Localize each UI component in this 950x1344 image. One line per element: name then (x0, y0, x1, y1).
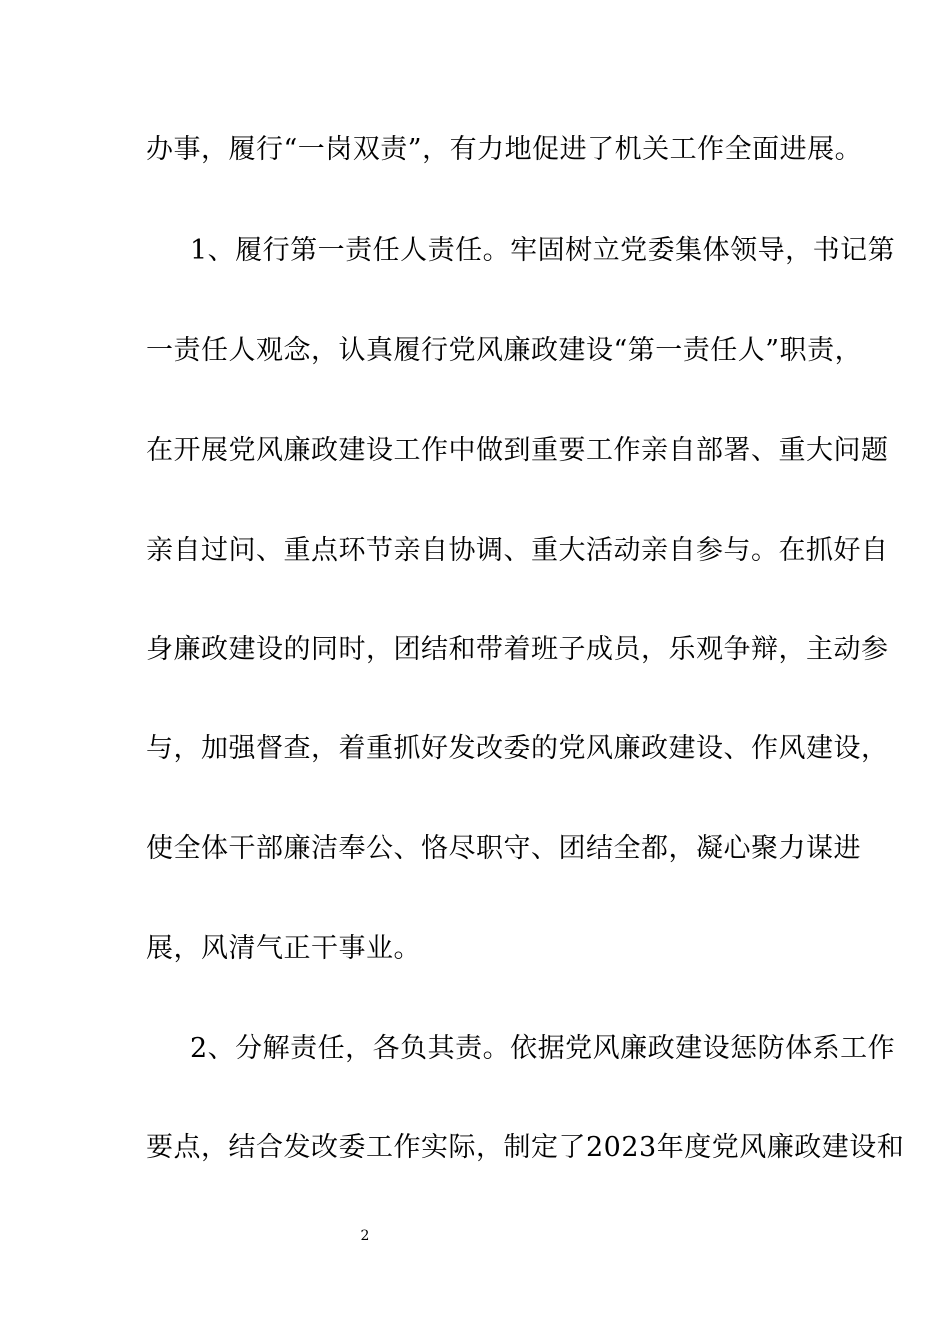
text-line: 与，加强督查，着重抓好发改委的党风廉政建设、作风建设， (146, 733, 889, 764)
text-line: 展，风清气正干事业。 (146, 933, 421, 964)
text-line: 办事，履行“一岗双责”，有力地促进了机关工作全面进展。 (146, 134, 863, 165)
text-line: 要点，结合发改委工作实际，制定了2023年度党风廉政建设和 (146, 1132, 905, 1163)
text-line: 亲自过问、重点环节亲自协调、重大活动亲自参与。在抓好自 (146, 535, 889, 566)
text-line: 在开展党风廉政建设工作中做到重要工作亲自部署、重大问题 (146, 435, 889, 466)
text-line: 一责任人观念，认真履行党风廉政建设“第一责任人”职责， (146, 335, 863, 366)
text-line: 2、分解责任，各负其责。依据党风廉政建设惩防体系工作 (190, 1033, 896, 1064)
text-line: 使全体干部廉洁奉公、恪尽职守、团结全都，凝心聚力谋进 (146, 833, 861, 864)
text-line: 1、履行第一责任人责任。牢固树立党委集体领导，书记第 (190, 235, 896, 266)
text-line: 身廉政建设的同时，团结和带着班子成员，乐观争辩，主动参 (146, 634, 889, 665)
page-number: 2 (360, 1228, 370, 1244)
